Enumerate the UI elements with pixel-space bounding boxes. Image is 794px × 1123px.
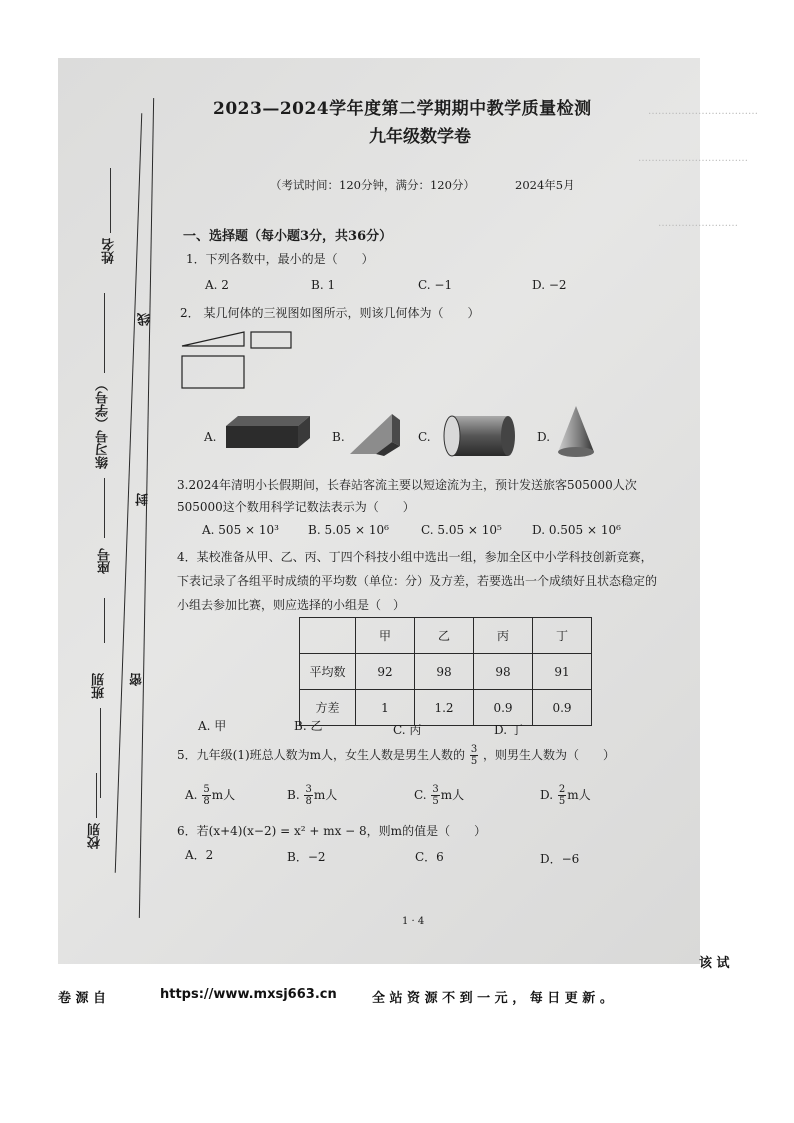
- school-label: 校别: [88, 823, 103, 849]
- q5-text-after: ，则男生人数为（ ）: [483, 748, 616, 762]
- class-blank: [100, 708, 101, 798]
- student-number-blank: [104, 293, 105, 373]
- q3-option-b: B. 5.05 × 10⁶: [308, 523, 389, 537]
- prism-icon: [346, 410, 402, 456]
- q1-option-d: D. −2: [532, 278, 567, 292]
- q2-option-d: D.: [537, 430, 551, 444]
- q5-c-label: C.: [414, 788, 427, 802]
- front-view: [182, 332, 244, 346]
- q6-option-c: C．6: [415, 850, 444, 864]
- q3-option-d: D. 0.505 × 10⁶: [532, 523, 621, 537]
- cuboid-icon: [224, 414, 312, 450]
- footer-url-link[interactable]: https://www.mxsj663.cn: [160, 987, 337, 1002]
- q5-c-num: 3: [432, 784, 439, 795]
- q5-fraction: [470, 744, 478, 767]
- q5-frac-num: 3: [470, 744, 478, 755]
- q5-d-unit: m人: [567, 788, 591, 802]
- binding-line-2: [139, 98, 155, 918]
- cylinder-icon: [442, 414, 516, 458]
- table-cell: 91: [533, 654, 592, 690]
- table-cell: [300, 618, 356, 654]
- q2-option-c: C.: [418, 430, 431, 444]
- q1-option-c: C. −1: [418, 278, 453, 292]
- secret-mark: 密: [130, 673, 145, 686]
- question-4-line-1: 4．某校准备从甲、乙、丙、丁四个科技小组中选出一组，参加全区中小学科技创新竞赛，: [177, 550, 653, 564]
- q3-option-c: C. 5.05 × 10⁵: [421, 523, 502, 537]
- name-blank: [110, 168, 111, 233]
- table-header-row: [300, 618, 592, 654]
- table-cell: 98: [415, 654, 474, 690]
- school-blank: [96, 773, 97, 818]
- table-cell: 丁: [533, 618, 592, 654]
- table-cell: 92: [356, 654, 415, 690]
- q4-option-b: B. 乙: [294, 719, 323, 733]
- three-view-diagram: [178, 326, 298, 392]
- page-number: 1 · 4: [402, 916, 425, 927]
- class-label: 班别: [92, 673, 107, 699]
- table-row: [300, 654, 592, 690]
- exam-info: （考试时间：120分钟，满分：120分）: [270, 178, 475, 192]
- q5-option-a: [185, 784, 235, 807]
- question-4-line-3: 小组去参加比赛，则应选择的小组是（ ）: [177, 598, 406, 612]
- question-3-line-1: 3.2024年清明小长假期间，长春站客流主要以短途流为主，预计发送旅客505000人次: [177, 478, 637, 492]
- q5-a-frac: [202, 784, 210, 807]
- table-cell: 0.9: [533, 690, 592, 726]
- footer-line-1: 该 试: [699, 956, 730, 971]
- q1-option-b: B. 1: [311, 278, 336, 292]
- section-title: 一、选择题（每小题3分，共36分）: [183, 229, 393, 244]
- table-cell: 平均数: [300, 654, 356, 690]
- q5-option-d: [540, 784, 591, 807]
- q4-option-d: D. 丁: [494, 723, 523, 737]
- table-cell: 甲: [356, 618, 415, 654]
- q2-option-b: B.: [332, 430, 345, 444]
- table-cell: 0.9: [474, 690, 533, 726]
- q5-b-frac: [304, 784, 312, 807]
- q6-option-b: B．−2: [287, 850, 326, 864]
- q5-option-c: [414, 784, 464, 807]
- cone-icon: [556, 404, 596, 460]
- seat-blank: [104, 478, 105, 538]
- exam-photo: …………………………… …………………………… …………………… 姓名 线 练习号（学号） 封 座号 密 班别 校别 2023—2024学年度第二学期期中教学质量检测 九年级数学卷 （考试时间：120分钟，满分：120分） 2024年5月 一、选择题（每小题3分，共36分） 1．下列各数中，最小的是（ ） A. 2 B. 1 C. −1 D. −2 2． 某几何体的三视图如图所示，则该几何体为（ ） A. B. C. D. 3.2024年清明小长假期间，长春站客流主要以短途流为主，预计发送旅客505000人次 505000这个数用科学记数法表示为（ ） A. 505 × 10³ B. 5.05 × 10⁶ C. 5.05 × 10⁵ D. 0.505 × 10⁶ 4．某校准备从甲、乙、丙、丁四个科技小组中选出一组，参加全区中小学科技创新竞赛， 下表记录了各组平时成绩的平均数（单位：分）及方差，若要选出一个成绩好且状态稳定的 小组去参加比赛，则应选择的小组是（ ） 5．九年级(1)班总人数为m人，女生人数是男生人数的 $\frac{3}{5}$ ，则男生人数为（ ） A. $\frac{5}{8}$ m人 B. $\frac{3}{8}$ m人 C. $\frac{3}{5}$ m人 D. $\frac{2}{5}$ m人 6．若(x+4)(x−2) = x² + mx − 8，则m的值是（ ） A．2 B．−2 C．6 D．−6 1 · 4: [58, 58, 700, 964]
- table-cell: 1.2: [415, 690, 474, 726]
- q3-option-a: A. 505 × 10³: [202, 523, 279, 537]
- q5-a-unit: m人: [211, 788, 236, 802]
- footer-source-label: 卷 源 自: [58, 991, 107, 1006]
- q5-d-label: D.: [540, 788, 554, 802]
- exam-subtitle: 九年级数学卷: [369, 127, 471, 147]
- table-cell: 1: [356, 690, 415, 726]
- seat-blank-2: [104, 598, 105, 643]
- question-4-line-2: 下表记录了各组平时成绩的平均数（单位：分）及方差，若要选出一个成绩好且状态稳定的: [177, 574, 658, 588]
- table-cell: 乙: [415, 618, 474, 654]
- line-mark: 线: [138, 313, 153, 326]
- seat-label: 座号: [98, 548, 113, 574]
- side-view: [251, 332, 291, 348]
- q5-c-unit: m人: [440, 788, 465, 802]
- student-number-label: 练习号（学号）: [96, 378, 111, 469]
- table-cell: 方差: [300, 690, 356, 726]
- q5-b-num: 3: [305, 784, 312, 795]
- question-5: [177, 744, 615, 767]
- q2-option-a: A.: [204, 430, 217, 444]
- question-1: 1．下列各数中，最小的是（ ）: [186, 252, 374, 266]
- q5-option-b: [287, 784, 337, 807]
- q5-a-num: 5: [203, 784, 210, 795]
- table-row: [300, 690, 592, 726]
- question-6: 6．若(x+4)(x−2) = x² + mx − 8，则m的值是（ ）: [177, 824, 487, 838]
- q5-a-den: 8: [203, 796, 210, 807]
- q5-b-den: 8: [305, 796, 312, 807]
- footer-notice: 全 站 资 源 不 到 一 元 ， 每 日 更 新 。: [372, 991, 613, 1006]
- q5-d-den: 5: [558, 796, 566, 807]
- q5-text-before: 5．九年级(1)班总人数为m人，女生人数是男生人数的: [177, 748, 466, 762]
- table-cell: 98: [474, 654, 533, 690]
- exam-title: 2023—2024学年度第二学期期中教学质量检测: [213, 99, 592, 119]
- q5-c-frac: [431, 784, 439, 807]
- q1-option-a: A. 2: [205, 278, 229, 292]
- question-3-line-2: 505000这个数用科学记数法表示为（ ）: [177, 500, 415, 514]
- q5-b-label: B.: [287, 788, 300, 802]
- q6-option-a: A．2: [185, 848, 214, 862]
- q5-d-frac: [558, 784, 566, 807]
- q4-option-a: A. 甲: [198, 719, 227, 733]
- q5-c-den: 5: [432, 796, 439, 807]
- score-table: [299, 617, 592, 726]
- table-cell: 丙: [474, 618, 533, 654]
- seal-mark: 封: [136, 493, 151, 506]
- name-label: 姓名: [102, 238, 117, 264]
- exam-date: 2024年5月: [515, 178, 575, 192]
- q5-b-unit: m人: [313, 788, 338, 802]
- q4-option-c: C. 丙: [393, 723, 422, 737]
- q5-frac-den: 5: [470, 756, 478, 767]
- q5-a-label: A.: [185, 788, 198, 802]
- top-view: [182, 356, 244, 388]
- question-2: 2． 某几何体的三视图如图所示，则该几何体为（ ）: [180, 306, 480, 320]
- q5-d-num: 2: [558, 784, 566, 795]
- q6-option-d: D．−6: [540, 852, 580, 866]
